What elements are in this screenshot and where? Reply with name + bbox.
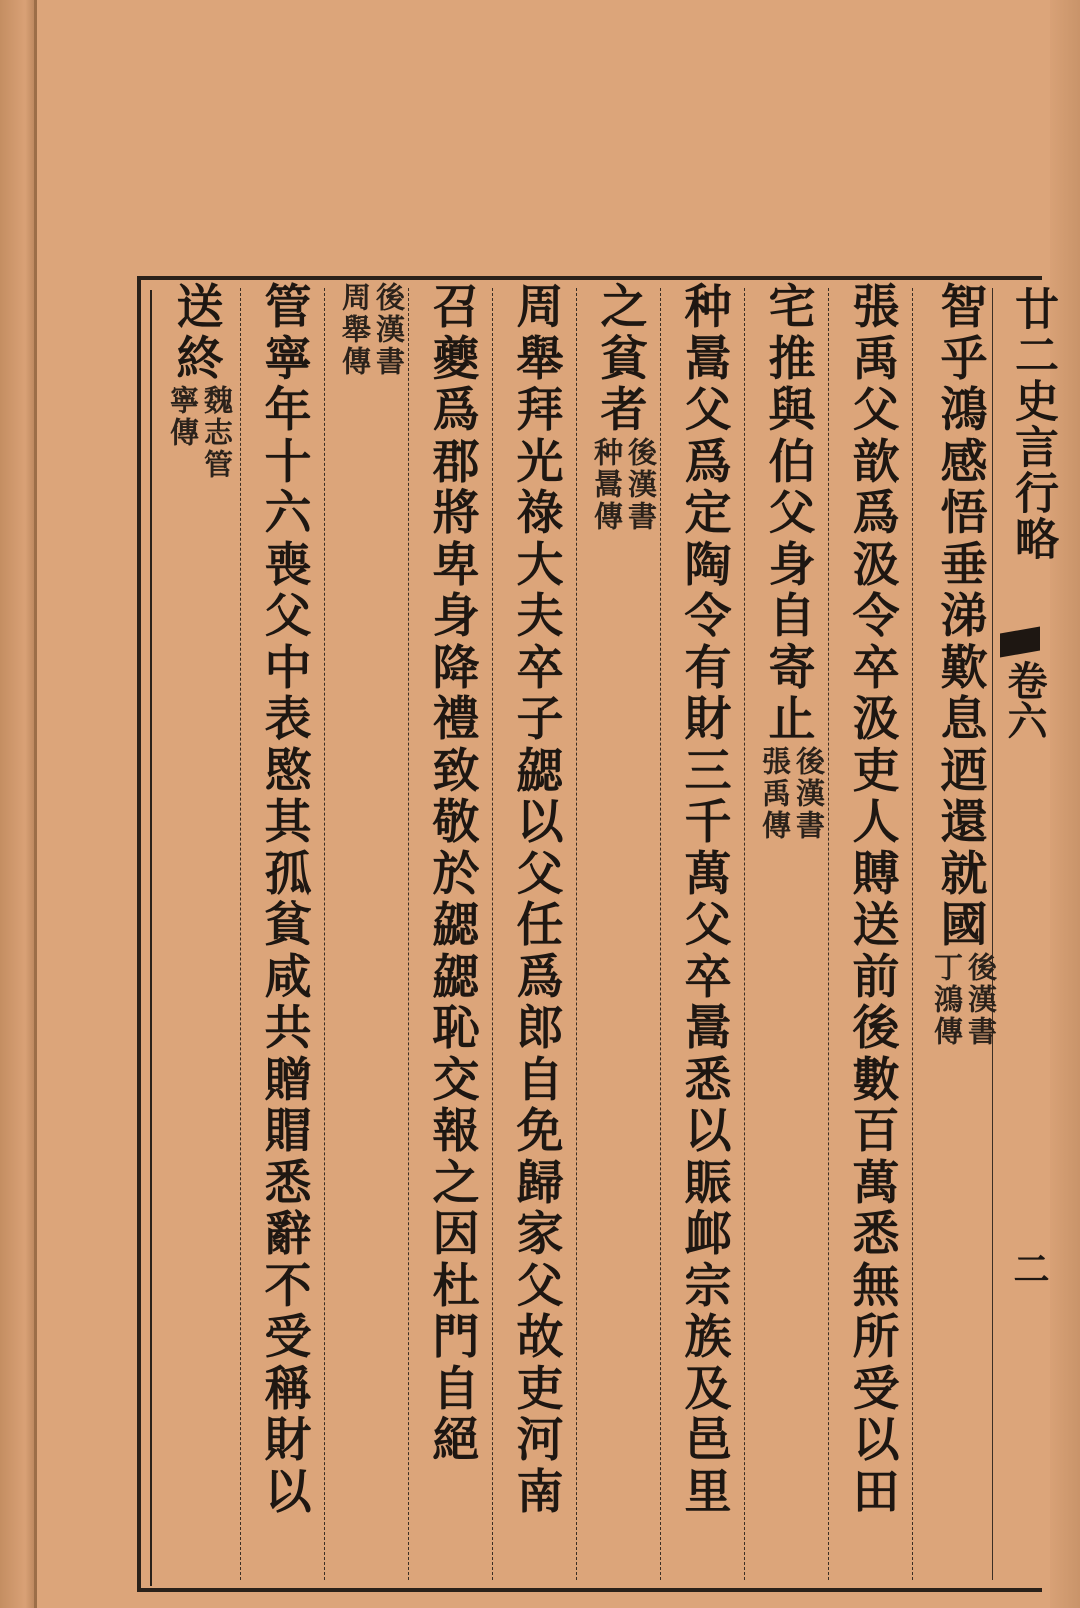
main-glyph: 於 <box>432 846 480 902</box>
main-glyph: 垂 <box>940 537 988 593</box>
column-main-text <box>177 282 224 385</box>
main-glyph: 送 <box>852 898 900 953</box>
main-glyph: 賻 <box>852 846 900 902</box>
main-glyph: 召 <box>432 280 480 335</box>
main-glyph: 國 <box>940 898 988 953</box>
main-glyph: 息 <box>940 692 988 747</box>
main-glyph: 身 <box>768 537 816 593</box>
main-glyph: 及 <box>684 1361 732 1417</box>
main-glyph: 伯 <box>768 434 816 490</box>
annotation-line: 後漢書 <box>792 745 826 842</box>
main-glyph: 愍 <box>264 743 312 799</box>
column-main-text <box>941 282 988 952</box>
main-glyph: 定 <box>684 486 732 541</box>
annotation-line: 後漢書 <box>964 951 998 1048</box>
main-glyph: 令 <box>852 589 900 644</box>
annotation-line: 种暠傳 <box>590 436 624 533</box>
main-glyph: 涕 <box>940 589 988 644</box>
main-glyph: 門 <box>432 1310 480 1365</box>
main-glyph: 父 <box>516 1258 564 1314</box>
text-column-7 <box>416 282 496 1467</box>
column-main-text <box>601 282 648 437</box>
main-glyph: 萬 <box>852 1155 900 1211</box>
main-glyph: 勰 <box>432 949 480 1005</box>
main-glyph: 賵 <box>264 1104 312 1159</box>
column-main-text <box>769 282 816 746</box>
main-glyph: 悟 <box>940 486 988 541</box>
main-glyph: 推 <box>768 331 816 387</box>
main-glyph: 降 <box>432 640 480 696</box>
main-glyph: 所 <box>852 1310 900 1365</box>
text-column-1 <box>924 282 1004 1048</box>
main-glyph: 河 <box>516 1413 564 1468</box>
main-glyph: 以 <box>684 1104 732 1159</box>
text-column-6 <box>500 282 580 1518</box>
text-column-4 <box>668 282 748 1518</box>
text-column-3 <box>752 282 832 842</box>
main-glyph: 令 <box>684 589 732 644</box>
main-glyph: 悉 <box>264 1155 312 1211</box>
column-annotation <box>339 282 405 378</box>
main-glyph: 汲 <box>852 692 900 747</box>
main-glyph: 後 <box>852 1001 900 1056</box>
main-glyph: 交 <box>432 1052 480 1108</box>
main-glyph: 禮 <box>432 692 480 747</box>
main-glyph: 家 <box>516 1207 564 1262</box>
main-glyph: 悉 <box>684 1052 732 1108</box>
main-glyph: 父 <box>264 589 312 644</box>
main-glyph: 田 <box>852 1464 900 1520</box>
main-glyph: 歎 <box>940 640 988 696</box>
header-volume: 卷六 <box>1001 660 1048 740</box>
column-main-text <box>265 282 312 1518</box>
main-glyph: 卒 <box>684 949 732 1005</box>
main-glyph: 免 <box>516 1104 564 1159</box>
main-glyph: 敬 <box>432 795 480 850</box>
page-fold-line <box>34 0 37 1608</box>
main-glyph: 邑 <box>684 1413 732 1468</box>
main-glyph: 里 <box>684 1464 732 1520</box>
main-glyph: 父 <box>684 898 732 953</box>
main-glyph: 禹 <box>852 331 900 387</box>
annotation-line: 後漢書 <box>372 282 406 378</box>
column-main-text <box>685 282 732 1518</box>
column-annotation <box>591 437 657 533</box>
main-glyph: 萬 <box>684 846 732 902</box>
main-glyph: 共 <box>264 1001 312 1056</box>
main-glyph: 之 <box>600 280 648 335</box>
annotation-line: 後漢書 <box>624 436 658 533</box>
text-column-5 <box>584 282 664 533</box>
main-glyph: 周 <box>516 280 564 335</box>
left-page-edge <box>0 0 36 1608</box>
main-glyph: 千 <box>684 795 732 850</box>
column-annotation <box>931 952 997 1048</box>
main-glyph: 辭 <box>264 1207 312 1262</box>
annotation-line: 周舉傳 <box>338 282 372 378</box>
main-glyph: 南 <box>516 1464 564 1520</box>
text-column-8 <box>332 282 412 378</box>
main-glyph: 賑 <box>684 1155 732 1211</box>
column-main-text <box>853 282 900 1518</box>
main-glyph: 其 <box>264 795 312 850</box>
main-glyph: 受 <box>264 1310 312 1365</box>
main-glyph: 乎 <box>940 331 988 387</box>
main-glyph: 子 <box>516 692 564 747</box>
main-glyph: 咸 <box>264 949 312 1005</box>
main-glyph: 大 <box>516 537 564 593</box>
main-glyph: 中 <box>264 640 312 696</box>
main-glyph: 族 <box>684 1310 732 1365</box>
main-glyph: 還 <box>940 795 988 850</box>
main-glyph: 不 <box>264 1258 312 1314</box>
main-glyph: 以 <box>516 795 564 850</box>
main-glyph: 暠 <box>684 331 732 387</box>
main-glyph: 父 <box>852 383 900 438</box>
main-glyph: 者 <box>600 383 648 438</box>
main-glyph: 之 <box>432 1155 480 1211</box>
main-glyph: 郎 <box>516 1001 564 1056</box>
main-glyph: 任 <box>516 898 564 953</box>
main-glyph: 舉 <box>516 331 564 387</box>
main-glyph: 前 <box>852 949 900 1005</box>
main-glyph: 䘏 <box>684 1207 732 1262</box>
main-glyph: 張 <box>852 280 900 335</box>
annotation-line: 魏志管 <box>200 385 234 481</box>
main-glyph: 歸 <box>516 1155 564 1211</box>
main-glyph: 身 <box>432 589 480 644</box>
column-main-text <box>433 282 480 1467</box>
main-glyph: 爲 <box>852 486 900 541</box>
main-glyph: 將 <box>432 486 480 541</box>
main-glyph: 以 <box>852 1413 900 1468</box>
main-glyph: 六 <box>264 486 312 541</box>
main-glyph: 鴻 <box>940 383 988 438</box>
main-glyph: 就 <box>940 846 988 902</box>
main-glyph: 寄 <box>768 640 816 696</box>
main-glyph: 數 <box>852 1052 900 1108</box>
main-glyph: 百 <box>852 1104 900 1159</box>
main-glyph: 悉 <box>852 1207 900 1262</box>
main-glyph: 無 <box>852 1258 900 1314</box>
page-number: 二 <box>1008 1250 1050 1286</box>
main-glyph: 勰 <box>432 898 480 953</box>
main-glyph: 夔 <box>432 331 480 387</box>
main-glyph: 父 <box>516 846 564 902</box>
main-glyph: 吏 <box>516 1361 564 1417</box>
main-glyph: 郡 <box>432 434 480 490</box>
main-glyph: 拜 <box>516 383 564 438</box>
main-glyph: 人 <box>852 795 900 850</box>
text-column-10 <box>160 282 240 481</box>
main-glyph: 吏 <box>852 743 900 799</box>
main-glyph: 勰 <box>516 743 564 799</box>
text-column-2 <box>836 282 916 1518</box>
main-glyph: 報 <box>432 1104 480 1159</box>
annotation-line: 寧傳 <box>166 385 200 449</box>
main-glyph: 迺 <box>940 743 988 799</box>
main-glyph: 稱 <box>264 1361 312 1417</box>
main-glyph: 宗 <box>684 1258 732 1314</box>
main-glyph: 終 <box>176 331 224 387</box>
main-glyph: 年 <box>264 383 312 438</box>
column-main-text <box>517 282 564 1518</box>
main-glyph: 卒 <box>852 640 900 696</box>
column-annotation <box>759 746 825 842</box>
main-glyph: 貧 <box>600 331 648 387</box>
main-glyph: 因 <box>432 1207 480 1262</box>
main-glyph: 恥 <box>432 1001 480 1056</box>
frame-inner-line <box>150 290 152 1586</box>
main-glyph: 爲 <box>684 434 732 490</box>
main-glyph: 有 <box>684 640 732 696</box>
main-glyph: 卑 <box>432 537 480 593</box>
main-glyph: 歆 <box>852 434 900 490</box>
column-rule <box>240 288 241 1580</box>
main-glyph: 貧 <box>264 898 312 953</box>
main-glyph: 自 <box>516 1052 564 1108</box>
main-glyph: 以 <box>264 1464 312 1520</box>
main-glyph: 寧 <box>264 331 312 387</box>
main-glyph: 暠 <box>684 1001 732 1056</box>
main-glyph: 財 <box>684 692 732 747</box>
main-glyph: 孤 <box>264 846 312 902</box>
main-glyph: 三 <box>684 743 732 799</box>
main-glyph: 种 <box>684 280 732 335</box>
main-glyph: 止 <box>768 692 816 747</box>
main-glyph: 故 <box>516 1310 564 1365</box>
main-glyph: 財 <box>264 1413 312 1468</box>
main-glyph: 爲 <box>432 383 480 438</box>
main-glyph: 夫 <box>516 589 564 644</box>
main-glyph: 喪 <box>264 537 312 593</box>
column-annotation <box>167 385 233 481</box>
column-rule <box>408 288 409 1580</box>
main-glyph: 卒 <box>516 640 564 696</box>
main-glyph: 宅 <box>768 280 816 335</box>
main-glyph: 光 <box>516 434 564 490</box>
main-glyph: 自 <box>432 1361 480 1417</box>
main-glyph: 感 <box>940 434 988 490</box>
main-glyph: 與 <box>768 383 816 438</box>
main-glyph: 祿 <box>516 486 564 541</box>
main-glyph: 受 <box>852 1361 900 1417</box>
main-glyph: 絕 <box>432 1413 480 1468</box>
main-glyph: 十 <box>264 434 312 490</box>
main-glyph: 智 <box>940 280 988 335</box>
main-glyph: 父 <box>768 486 816 541</box>
main-glyph: 自 <box>768 589 816 644</box>
main-glyph: 爲 <box>516 949 564 1005</box>
main-glyph: 杜 <box>432 1258 480 1314</box>
right-page-edge <box>1050 0 1080 1608</box>
main-glyph: 送 <box>176 280 224 335</box>
main-glyph: 表 <box>264 692 312 747</box>
main-glyph: 陶 <box>684 537 732 593</box>
annotation-line: 丁鴻傳 <box>930 951 964 1048</box>
annotation-line: 張禹傳 <box>758 745 792 842</box>
header-title: 廿二史言行略 <box>1007 286 1058 562</box>
main-glyph: 致 <box>432 743 480 799</box>
main-glyph: 父 <box>684 383 732 438</box>
text-column-9 <box>248 282 328 1518</box>
main-glyph: 汲 <box>852 537 900 593</box>
main-glyph: 贈 <box>264 1052 312 1108</box>
main-glyph: 管 <box>264 280 312 335</box>
